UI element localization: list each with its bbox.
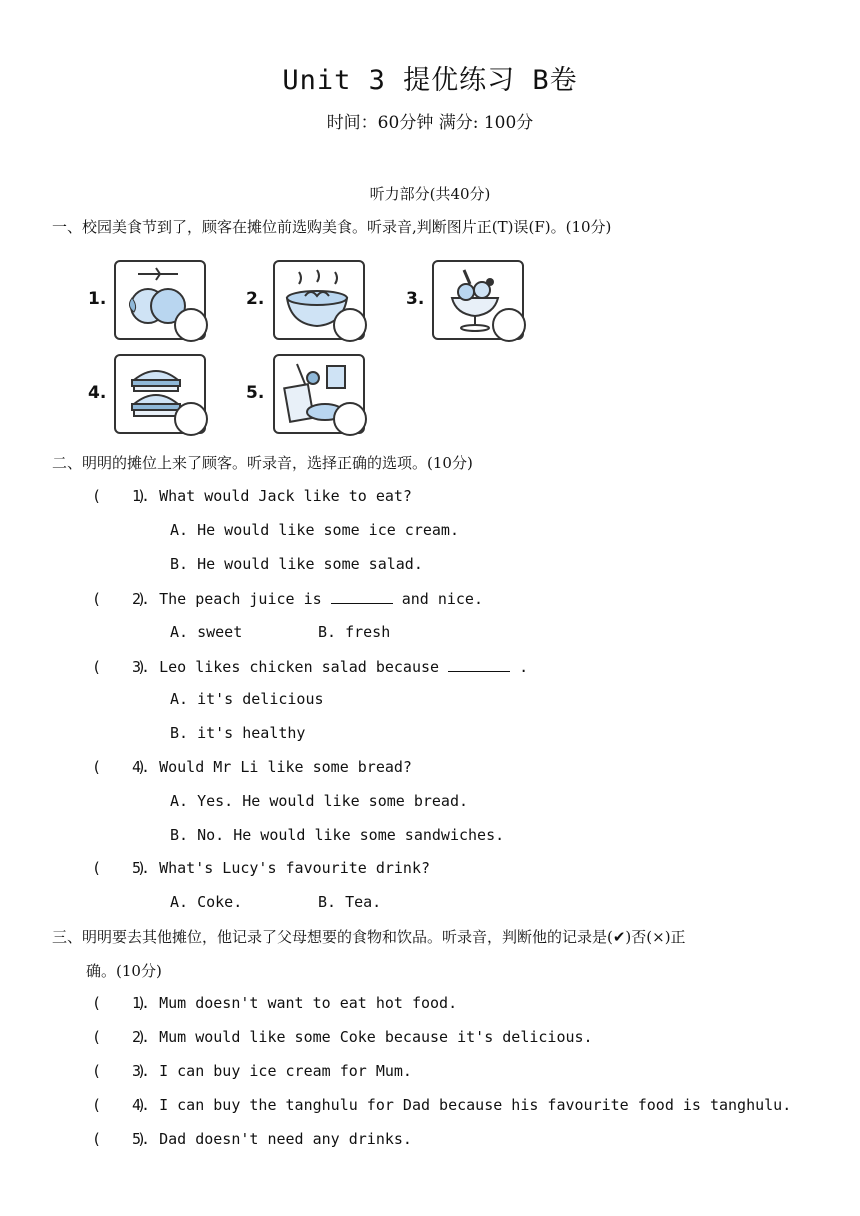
page-title: Unit 3 提优练习 B卷 <box>282 65 578 96</box>
picture-card <box>432 260 524 340</box>
question-stem: 2. The peach juice is <box>132 590 331 608</box>
picture-card <box>114 354 206 434</box>
question-stem: 4. Would Mr Li like some bread? <box>132 758 412 776</box>
option: A. sweet <box>170 623 243 641</box>
picture-number: 4. <box>88 383 107 403</box>
question-stem: 3. Leo likes chicken salad because <box>132 658 449 676</box>
picture-number: 3. <box>406 289 425 309</box>
option: B. it's healthy <box>170 724 306 742</box>
section1-heading: 一、校园美食节到了，顾客在摊位前选购美食。听录音,判断图片正(T)误(F)。(10分) <box>52 218 612 236</box>
question-row <box>92 589 483 608</box>
picture-number: 5. <box>246 383 265 403</box>
question-row <box>92 657 528 676</box>
answer-blank[interactable]: ( ) <box>92 1062 147 1080</box>
answer-blank[interactable]: ( ) <box>92 994 147 1012</box>
statement: 5. Dad doesn't need any drinks. <box>132 1130 412 1148</box>
picture-number: 1. <box>88 289 107 309</box>
judgement-row <box>92 994 457 1012</box>
option: A. it's delicious <box>170 690 324 708</box>
option: B. Tea. <box>318 893 382 911</box>
exam-info: 时间：60分钟 满分: 100分 <box>326 113 534 133</box>
section2-heading: 二、明明的摊位上来了顾客。听录音，选择正确的选项。(10分) <box>52 454 473 472</box>
picture-number: 2. <box>246 289 265 309</box>
option: B. He would like some salad. <box>170 555 423 573</box>
statement: 3. I can buy ice cream for Mum. <box>132 1062 412 1080</box>
section3-heading-cont: 确。(10分) <box>86 962 162 980</box>
question-row <box>92 859 430 877</box>
answer-circle[interactable] <box>174 308 208 342</box>
answer-blank[interactable]: ( ) <box>92 590 147 608</box>
judgement-row <box>92 1130 412 1148</box>
question-row <box>92 487 412 505</box>
question-stem: 5. What's Lucy's favourite drink? <box>132 859 431 877</box>
option: A. Yes. He would like some bread. <box>170 792 469 810</box>
option: B. fresh <box>318 623 391 641</box>
judgement-row <box>92 1096 791 1114</box>
option: B. No. He would like some sandwiches. <box>170 826 505 844</box>
answer-blank[interactable]: ( ) <box>92 1028 147 1046</box>
answer-blank[interactable]: ( ) <box>92 658 147 676</box>
judgement-row <box>92 1028 593 1046</box>
question-stem-end: and nice. <box>392 590 483 608</box>
statement: 1. Mum doesn't want to eat hot food. <box>132 994 458 1012</box>
answer-blank[interactable]: ( ) <box>92 758 147 776</box>
answer-circle[interactable] <box>333 308 367 342</box>
statement: 4. I can buy the tanghulu for Dad because his favourite food is tanghulu. <box>132 1096 792 1114</box>
question-stem-end: . <box>510 658 529 676</box>
answer-blank[interactable]: ( ) <box>92 859 147 877</box>
answer-circle[interactable] <box>174 402 208 436</box>
part-heading: 听力部分(共40分) <box>369 185 491 203</box>
section3-heading: 三、明明要去其他摊位，他记录了父母想要的食物和饮品。听录音，判断他的记录是(✔)否(×)正 <box>52 928 686 946</box>
answer-blank[interactable]: ( ) <box>92 487 147 505</box>
answer-circle[interactable] <box>333 402 367 436</box>
picture-card <box>273 354 365 434</box>
fill-blank-line[interactable] <box>331 589 393 604</box>
option: A. He would like some ice cream. <box>170 521 459 539</box>
picture-card <box>114 260 206 340</box>
picture-card <box>273 260 365 340</box>
fill-blank-line[interactable] <box>448 657 510 672</box>
answer-blank[interactable]: ( ) <box>92 1130 147 1148</box>
judgement-row <box>92 1062 412 1080</box>
answer-circle[interactable] <box>492 308 526 342</box>
question-row <box>92 758 412 776</box>
answer-blank[interactable]: ( ) <box>92 1096 147 1114</box>
question-stem: 1. What would Jack like to eat? <box>132 487 412 505</box>
statement: 2. Mum would like some Coke because it's delicious. <box>132 1028 593 1046</box>
option: A. Coke. <box>170 893 243 911</box>
